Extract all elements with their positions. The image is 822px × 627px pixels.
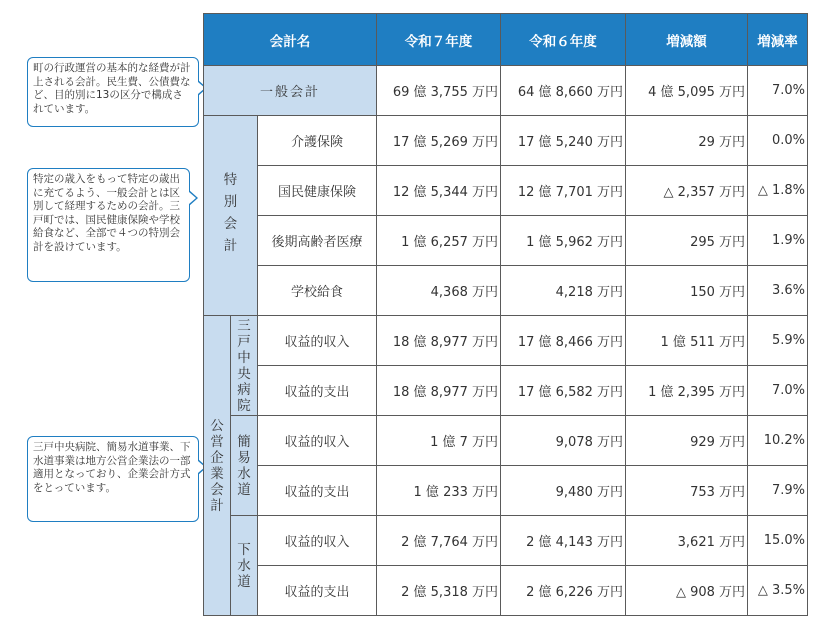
header-rate: 増減率 bbox=[748, 14, 808, 66]
cell-r6: 17 億 6,582 万円 bbox=[501, 366, 626, 416]
budget-table bbox=[203, 13, 808, 616]
row-label: 収益的収入 bbox=[258, 516, 377, 566]
cell-r7: 4,368 万円 bbox=[377, 266, 501, 316]
row-label: 介護保険 bbox=[258, 116, 377, 166]
header-account-name: 会計名 bbox=[204, 14, 377, 66]
cell-diff: 1 億 2,395 万円 bbox=[626, 366, 748, 416]
row-label: 収益的収入 bbox=[258, 416, 377, 466]
cell-diff: 150 万円 bbox=[626, 266, 748, 316]
cell-r7: 18 億 8,977 万円 bbox=[377, 366, 501, 416]
row-label: 収益的支出 bbox=[258, 366, 377, 416]
group-sewer-label: 下 水 道 bbox=[237, 541, 251, 590]
cell-r6: 1 億 5,962 万円 bbox=[501, 216, 626, 266]
row-label: 収益的支出 bbox=[258, 466, 377, 516]
cell-r7: 1 億 7 万円 bbox=[377, 416, 501, 466]
cell-r6: 2 億 6,226 万円 bbox=[501, 566, 626, 616]
cell-rate: 15.0% bbox=[748, 516, 808, 566]
cell-r6: 9,480 万円 bbox=[501, 466, 626, 516]
group-enterprise-label: 公 営 企 業 会 計 bbox=[210, 417, 224, 514]
cell-r6: 64 億 8,660 万円 bbox=[501, 66, 626, 116]
table-row bbox=[204, 216, 808, 266]
group-hospital-label: 三 戸 中 央 病 院 bbox=[237, 317, 251, 414]
cell-rate: 7.0% bbox=[748, 66, 808, 116]
group-sewer bbox=[231, 516, 258, 616]
callout-special-account bbox=[27, 168, 190, 282]
group-water-label: 簡 易 水 道 bbox=[237, 433, 251, 498]
row-label: 学校給食 bbox=[258, 266, 377, 316]
cell-r6: 12 億 7,701 万円 bbox=[501, 166, 626, 216]
row-label: 収益的収入 bbox=[258, 316, 377, 366]
cell-rate: △ 1.8% bbox=[748, 166, 808, 216]
group-hospital bbox=[231, 316, 258, 416]
cell-rate: 0.0% bbox=[748, 116, 808, 166]
row-label: 国民健康保険 bbox=[258, 166, 377, 216]
group-water bbox=[231, 416, 258, 516]
row-label: 収益的支出 bbox=[258, 566, 377, 616]
cell-rate: 5.9% bbox=[748, 316, 808, 366]
cell-diff: 29 万円 bbox=[626, 116, 748, 166]
callout-enterprise-account bbox=[27, 436, 199, 522]
cell-r6: 17 億 5,240 万円 bbox=[501, 116, 626, 166]
group-enterprise-account bbox=[204, 316, 231, 616]
cell-r7: 2 億 5,318 万円 bbox=[377, 566, 501, 616]
cell-rate: 1.9% bbox=[748, 216, 808, 266]
cell-rate: 7.0% bbox=[748, 366, 808, 416]
row-label-general: 一般会計 bbox=[204, 66, 377, 116]
group-special-account bbox=[204, 116, 258, 316]
group-special-label: 特 別 会 計 bbox=[223, 171, 238, 254]
cell-rate: 10.2% bbox=[748, 416, 808, 466]
callout-general-text: 町の行政運営の基本的な経費が計上される会計。民生費、公債費など、目的別に13の区分で構成されています。 bbox=[33, 62, 191, 115]
table-row bbox=[204, 516, 808, 566]
cell-diff: △ 908 万円 bbox=[626, 566, 748, 616]
callout-special-text: 特定の歳入をもって特定の歳出に充てるよう、一般会計とは区別して経理するための会計。三戸町では、国民健康保険や学校給食など、全部で４つの特別会計を設けています。 bbox=[33, 173, 180, 253]
cell-rate: △ 3.5% bbox=[748, 566, 808, 616]
header-r7: 令和７年度 bbox=[377, 14, 501, 66]
cell-diff: 295 万円 bbox=[626, 216, 748, 266]
cell-diff: 4 億 5,095 万円 bbox=[626, 66, 748, 116]
table-row bbox=[204, 166, 808, 216]
cell-r6: 9,078 万円 bbox=[501, 416, 626, 466]
cell-r6: 4,218 万円 bbox=[501, 266, 626, 316]
cell-r6: 17 億 8,466 万円 bbox=[501, 316, 626, 366]
cell-r7: 17 億 5,269 万円 bbox=[377, 116, 501, 166]
table-row bbox=[204, 466, 808, 516]
table-row bbox=[204, 116, 808, 166]
cell-diff: 753 万円 bbox=[626, 466, 748, 516]
cell-r7: 1 億 233 万円 bbox=[377, 466, 501, 516]
cell-diff: 929 万円 bbox=[626, 416, 748, 466]
callout-general-account bbox=[27, 57, 199, 127]
header-diff: 増減額 bbox=[626, 14, 748, 66]
cell-diff: 3,621 万円 bbox=[626, 516, 748, 566]
table-row bbox=[204, 66, 808, 116]
cell-rate: 7.9% bbox=[748, 466, 808, 516]
table-row bbox=[204, 416, 808, 466]
cell-diff: 1 億 511 万円 bbox=[626, 316, 748, 366]
cell-r7: 69 億 3,755 万円 bbox=[377, 66, 501, 116]
cell-r7: 12 億 5,344 万円 bbox=[377, 166, 501, 216]
header-r6: 令和６年度 bbox=[501, 14, 626, 66]
table-row bbox=[204, 366, 808, 416]
table-row bbox=[204, 316, 808, 366]
cell-r6: 2 億 4,143 万円 bbox=[501, 516, 626, 566]
table-header-row bbox=[204, 14, 808, 66]
row-label: 後期高齢者医療 bbox=[258, 216, 377, 266]
cell-r7: 1 億 6,257 万円 bbox=[377, 216, 501, 266]
table-row bbox=[204, 266, 808, 316]
cell-r7: 2 億 7,764 万円 bbox=[377, 516, 501, 566]
cell-diff: △ 2,357 万円 bbox=[626, 166, 748, 216]
callout-enterprise-text: 三戸中央病院、簡易水道事業、下水道事業は地方公営企業法の一部適用となっており、企業会計方式をとっています。 bbox=[33, 441, 191, 494]
table-row bbox=[204, 566, 808, 616]
cell-r7: 18 億 8,977 万円 bbox=[377, 316, 501, 366]
cell-rate: 3.6% bbox=[748, 266, 808, 316]
